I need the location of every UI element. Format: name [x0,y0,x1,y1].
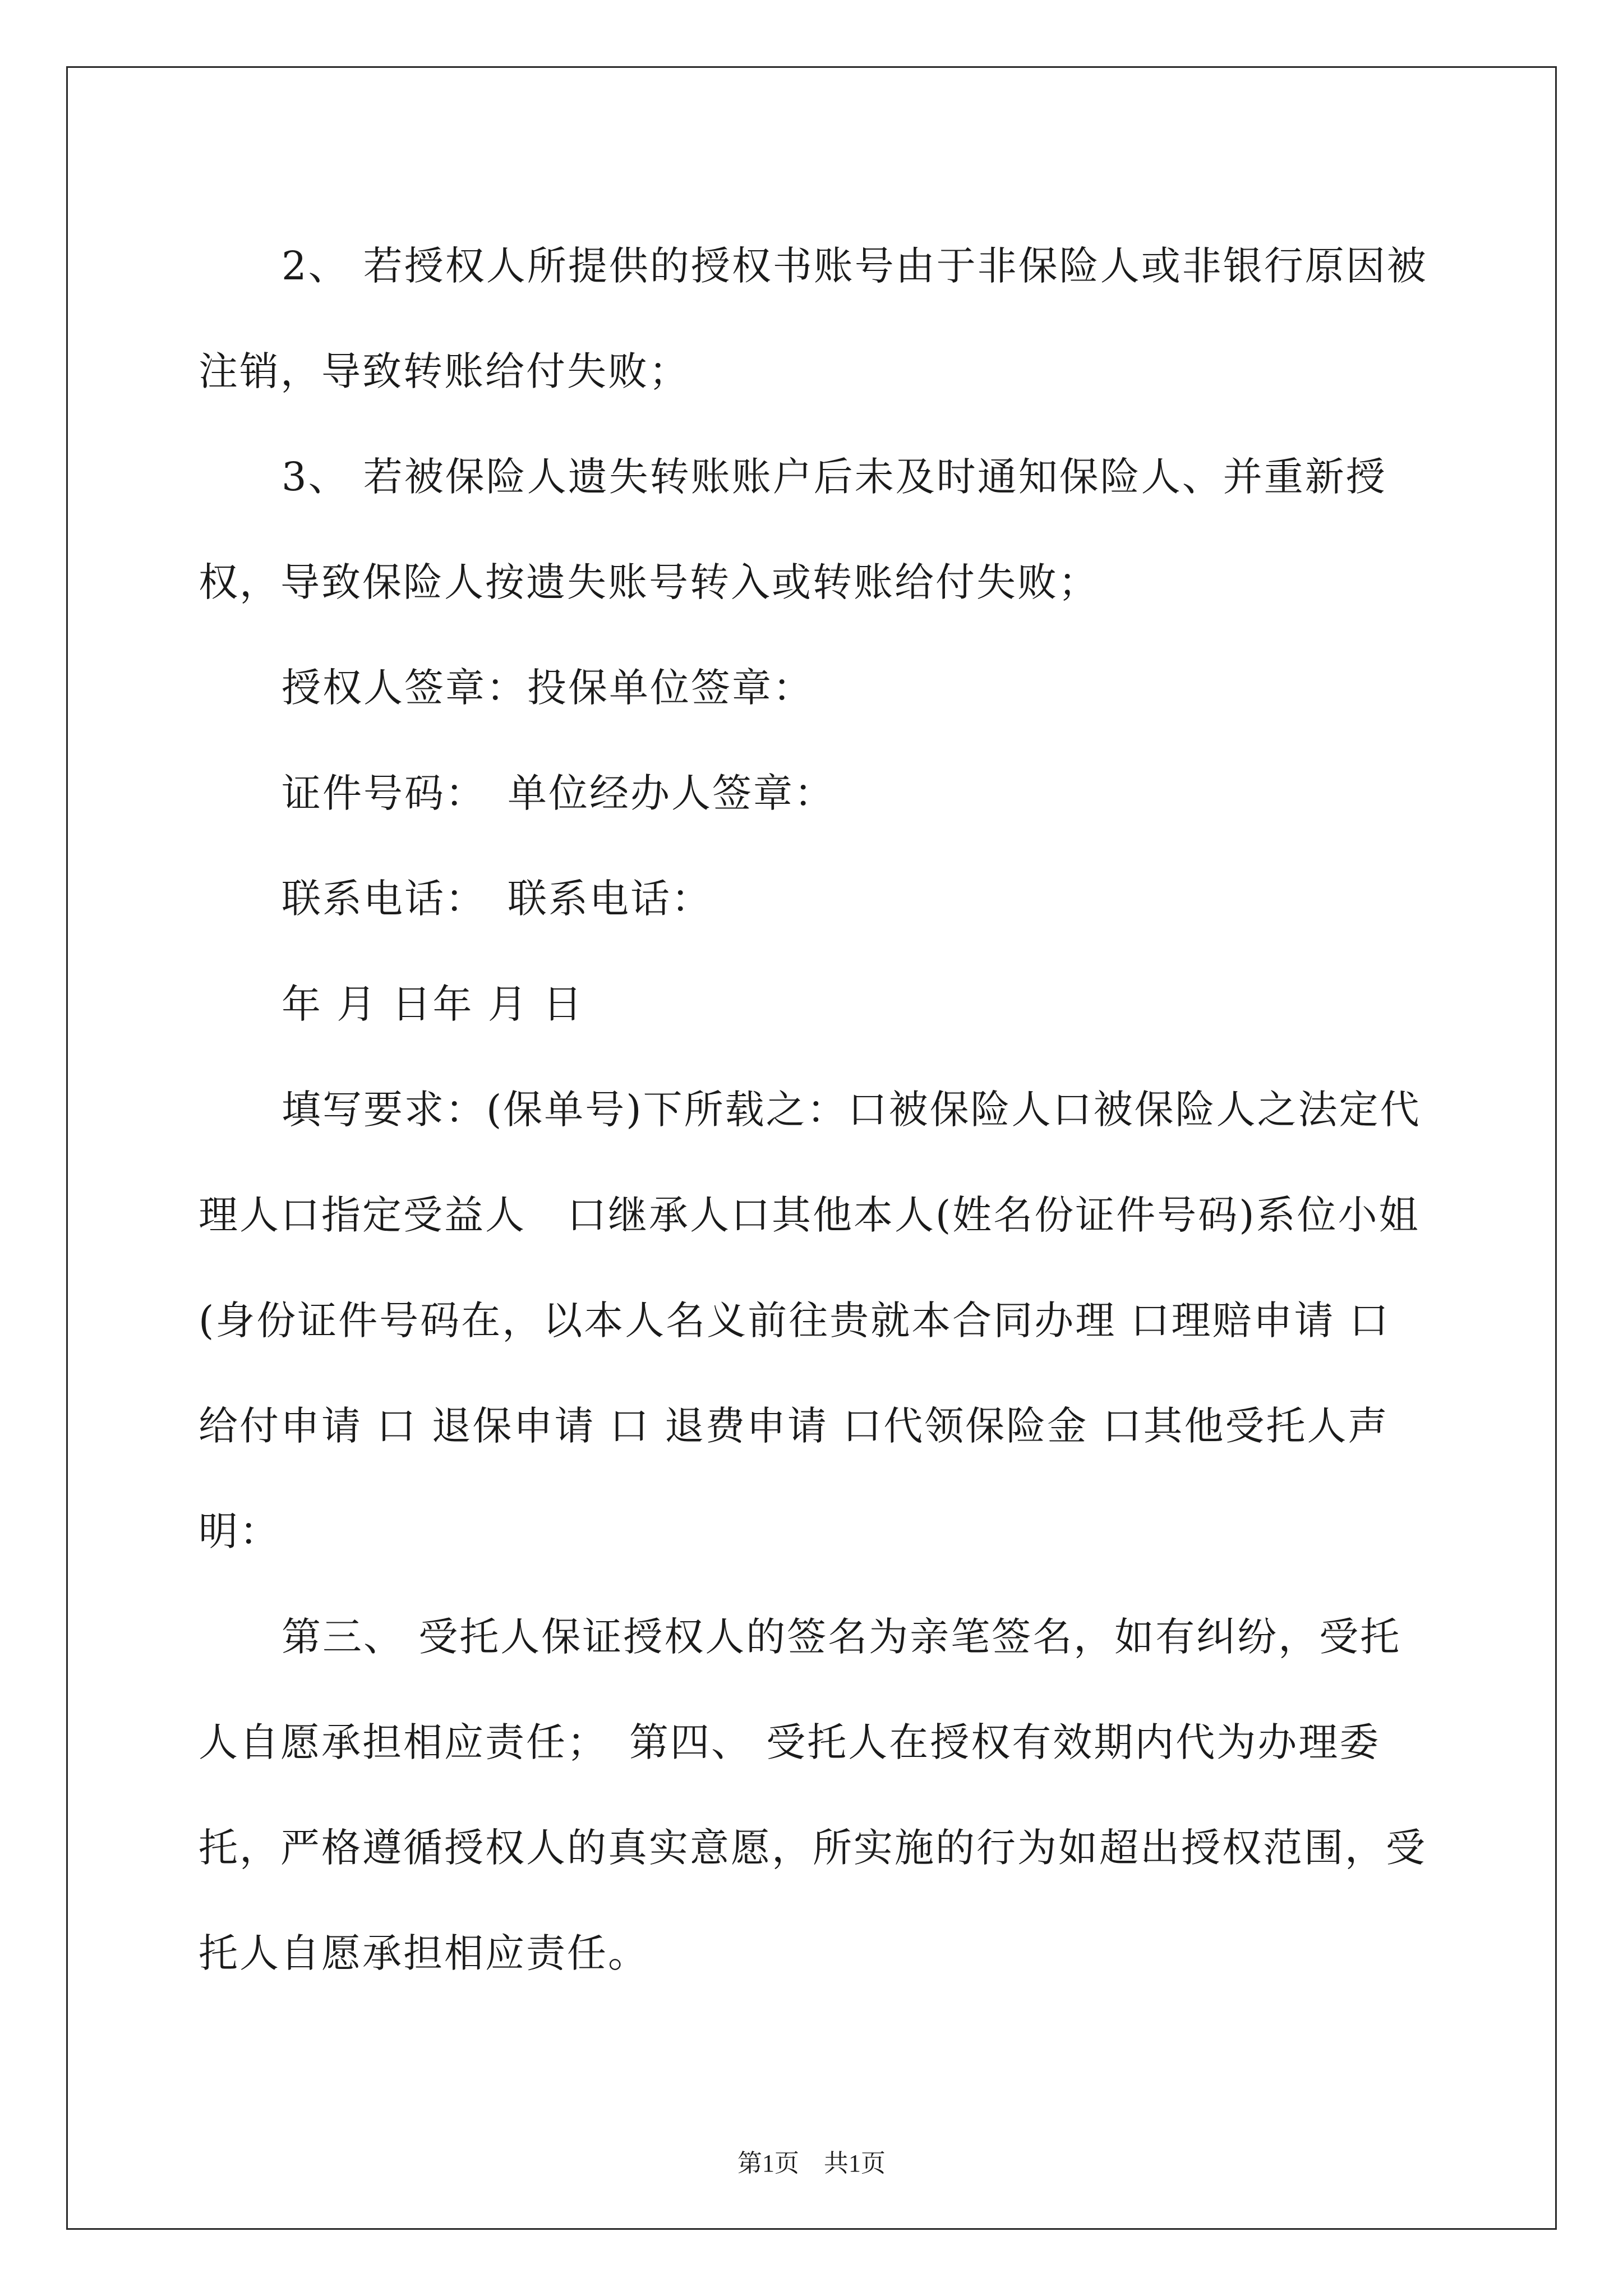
document-body [199,213,1430,2006]
phone-line: 联系电话： 联系电话： [282,876,712,922]
clause-3-4-paragraph: 第三、 受托人保证授权人的签名为亲笔签名，如有纠纷，受托人自愿承担相应责任； 第四、 受托人在授权有效期内代为办理委托，严格遵循授权人的真实意愿，所实施的行为如超出授权范围，受托人自愿承担相应责任。 [199,1614,1427,1976]
date-line: 年 月 日年 月 日 [282,981,584,1027]
page-number: 第1页 共1页 [737,2150,886,2177]
id-number-line: 证件号码： 单位经办人签章： [282,770,835,816]
signature-line: 授权人签章：投保单位签章： [282,665,814,711]
paragraph-clause-3: 3、 若被保险人遗失转账账户后未及时通知保险人、并重新授权，导致保险人按遗失账号转入或转账给付失败； [199,454,1387,605]
paragraph-clause-2: 2、 若授权人所提供的授权书账号由于非保险人或非银行原因被注销，导致转账给付失败； [199,243,1428,394]
fill-requirements-paragraph: 填写要求：(保单号)下所载之：口被保险人口被保险人之法定代理人口指定受益人 口继承人口其他本人(姓名份证件号码)系位小姐(身份证件号码在，以本人名义前往贵就本合同办理 口理赔申请 口给付申请 口 退保申请 口 退费申请 口代领保险金 口其他受托人声明： [199,1087,1421,1554]
